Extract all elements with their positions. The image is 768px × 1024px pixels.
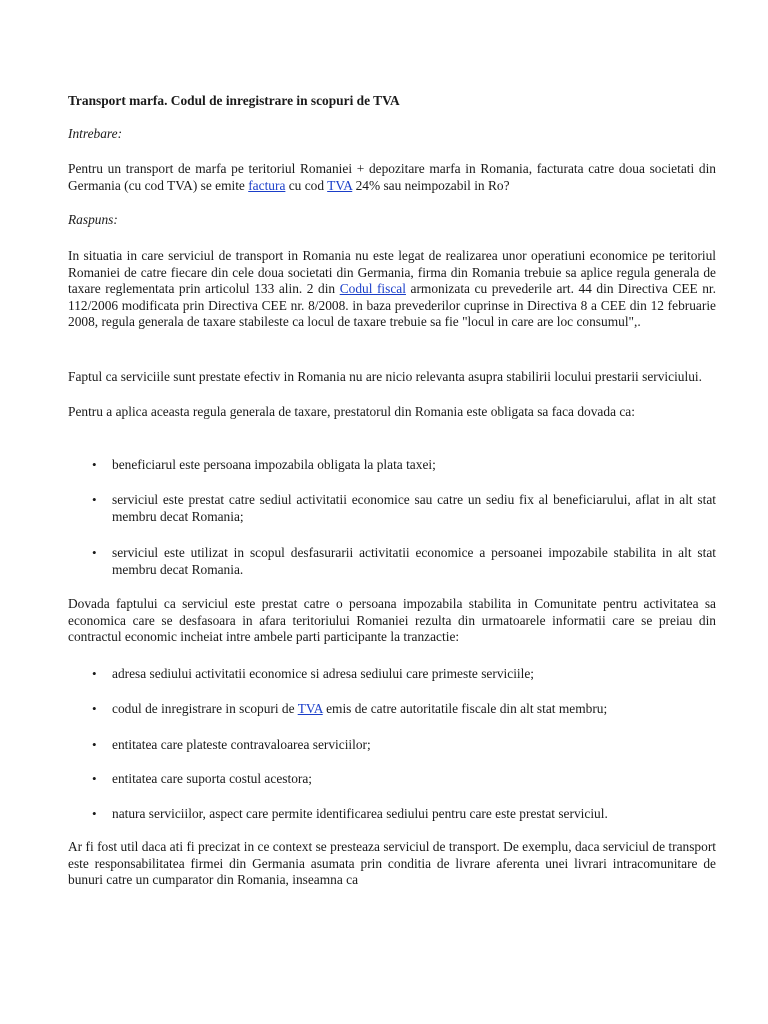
answer-paragraph-1 [68,248,716,331]
answer-paragraph-2: Faptul ca serviciile sunt prestate efectiv in Romania nu are nicio relevanta asupra stabilirii locului prestarii serviciului. [68,369,702,384]
bullet-icon [92,806,100,823]
list-item-text-2: emis de catre autoritatile fiscale din alt stat membru; [322,701,608,716]
answer-p1-text-2: armonizata cu prevederile art. 44 din Directiva CEE nr. 112/2006 modificata prin Directiva CEE nr. 8/2008. in baza prevederilor cuprinse in Directiva 8 a CEE din 12 februarie 2008, regula generala de taxare stabileste ca locul de taxare trebuie sa fie "locul in care are loc consumul",. [68,281,717,330]
tva-link-2[interactable]: TVA [297,701,323,716]
question-paragraph [68,161,716,194]
list-item [112,701,716,718]
answer-paragraph-3: Pentru a aplica aceasta regula generala de taxare, prestatorul din Romania este obligata sa faca dovada ca: [68,404,635,419]
question-text-3: 24% sau neimpozabil in Ro? [352,177,510,193]
bullet-icon [92,701,100,718]
list-item-text-1: codul de inregistrare in scopuri de [112,701,298,716]
question-label: Intrebare: [68,126,123,141]
answer-paragraph-4: Dovada faptului ca serviciul este prestat catre o persoana impozabila stabilita in Comunitate pentru activitatea sa economica care se desfasoara in afara teritoriului Romaniei rezulta din urmatoarele informatii care se preiau din contractul economic incheiat intre ambele parti participante la tranzactie: [68,596,716,645]
list-item: beneficiarul este persoana impozabila obligata la plata taxei; [112,457,436,472]
codul-fiscal-link[interactable]: Codul fiscal [339,281,406,297]
answer-p1-text-1: In situatia in care serviciul de transport in Romania nu este legat de realizarea unor operatiuni economice pe teritoriul Romaniei de catre fiecare din cele doua societati din Germania, firma din Romania trebuie sa aplice regula generala de taxare reglementata prin articolul 133 alin. 2 din [68,248,716,297]
bullet-icon [92,457,100,474]
bullet-icon [92,666,100,683]
list-item: adresa sediului activitatii economice si adresa sediului care primeste serviciile; [112,666,535,681]
list-item: serviciul este utilizat in scopul desfasurarii activitatii economice a persoanei impozabile stabilita in alt stat membru decat Romania. [112,545,716,577]
list-item: entitatea care plateste contravaloarea serviciilor; [112,737,371,752]
factura-link[interactable]: factura [248,177,286,193]
question-text-2: cu cod [285,177,328,193]
bullet-icon [92,492,100,509]
bullet-icon [92,771,100,788]
answer-label: Raspuns: [68,212,118,227]
bullet-icon [92,545,100,562]
page-title: Transport marfa. Codul de inregistrare in scopuri de TVA [68,93,400,108]
bullet-icon [92,737,100,754]
list-item: natura serviciilor, aspect care permite identificarea sediului pentru care este prestat serviciul. [112,806,608,821]
answer-paragraph-5: Ar fi fost util daca ati fi precizat in ce context se presteaza serviciul de transport. De exemplu, daca serviciul de transport este responsabilitatea firmei din Germania asumata prin conditia de livrare aferenta unei livrari intracomunitare de bunuri catre un cumparator din Romania, inseamna ca [68,839,716,888]
question-text-1: Pentru un transport de marfa pe teritoriul Romaniei + depozitare marfa in Romania, facturata catre doua societati din Germania (cu cod TVA) se emite [68,161,716,193]
list-item: entitatea care suporta costul acestora; [112,771,313,786]
list-item: serviciul este prestat catre sediul activitatii economice sau catre un sediu fix al beneficiarului, aflat in alt stat membru decat Romania; [112,492,716,524]
tva-link[interactable]: TVA [327,177,353,193]
